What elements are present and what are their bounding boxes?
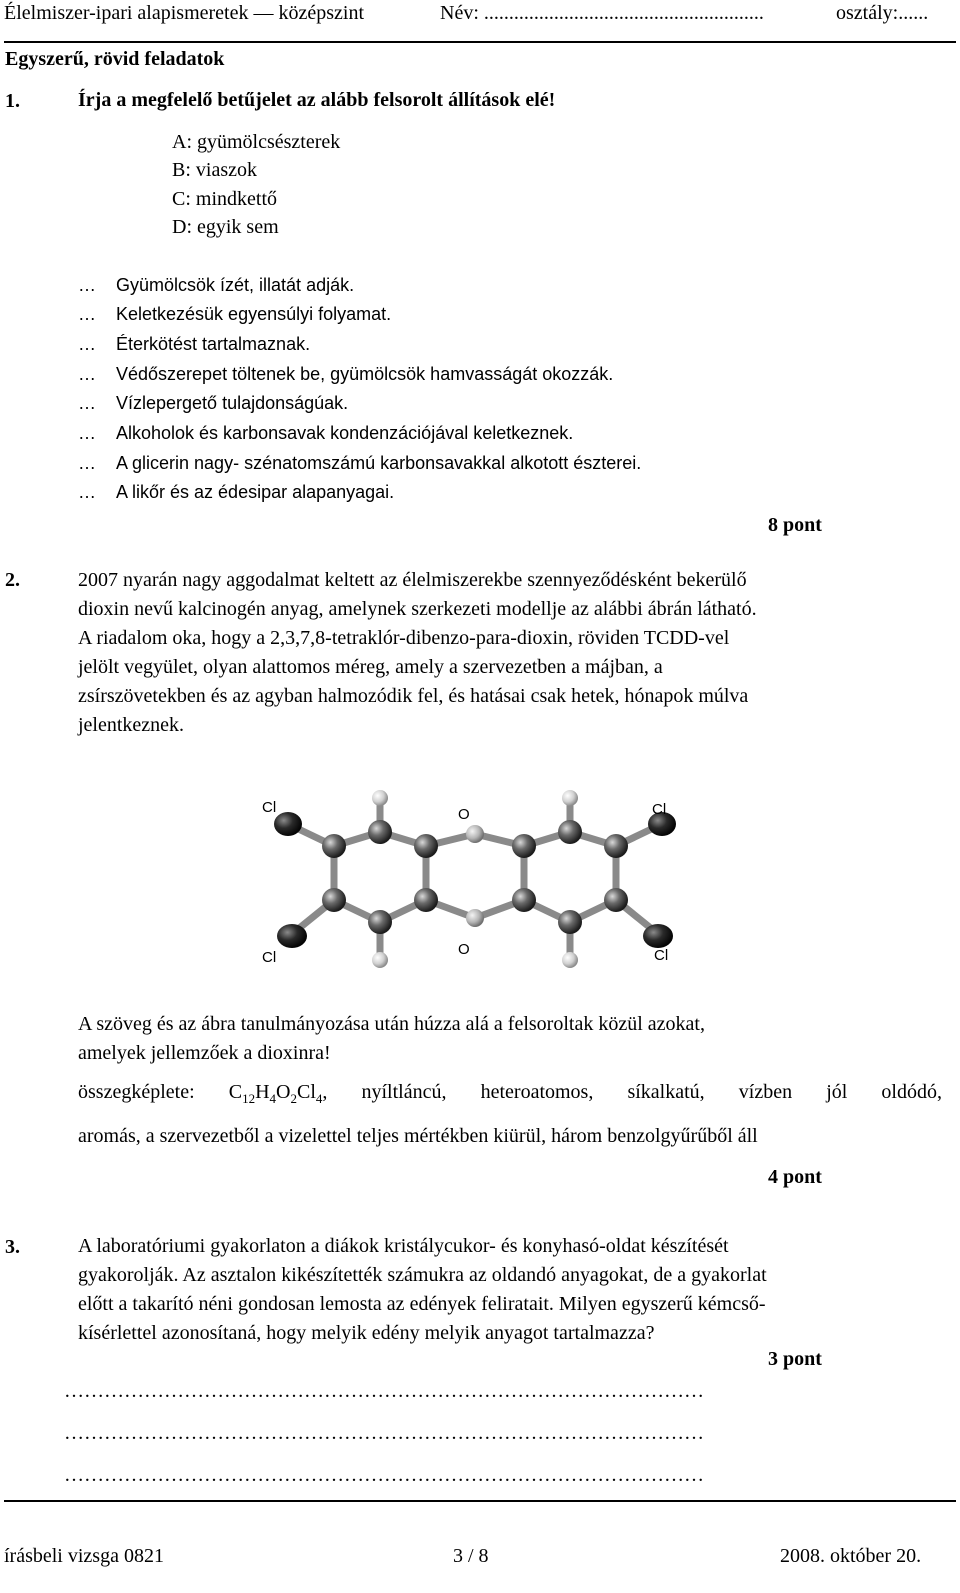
answer-blank[interactable]: … [78, 393, 96, 413]
answer-blank[interactable]: … [78, 364, 96, 384]
chlorine-atom [277, 924, 307, 948]
q1-statement: … A likőr és az édesipar alapanyagai. [78, 482, 395, 502]
q3-answer-line[interactable]: …………………………………………………………………………………… [64, 1380, 704, 1402]
answer-blank[interactable]: … [78, 304, 96, 324]
carbon-atom [604, 888, 628, 912]
q1-statement: … Vízlepergető tulajdonságúak. [78, 393, 349, 413]
hydrogen-atom [562, 952, 578, 968]
q2-line: jelentkeznek. [78, 714, 185, 736]
q1-statement: … Éterkötést tartalmaznak. [78, 334, 311, 354]
q2-line: zsírszövetekben és az agyban halmozódik fel, és hatásai csak hetek, hónapok múlva [78, 685, 749, 707]
answer-blank[interactable]: … [78, 482, 96, 502]
header-rule [4, 41, 956, 43]
header-subject: Élelmiszer-ipari alapismeretek — középszint [4, 2, 365, 24]
q2-line: dioxin nevű kalcinogén anyag, amelynek szerkezeti modellje az alábbi ábrán látható. [78, 598, 757, 620]
q2-instruction [78, 1010, 705, 1068]
q1-option-b: B: viaszok [172, 159, 257, 181]
q2-number: 2. [5, 569, 20, 591]
carbon-atom [512, 888, 536, 912]
atom-label-cl: Cl [262, 949, 277, 966]
q2-text [78, 566, 958, 740]
q3-line: A laboratóriumi gyakorlaton a diákok kristálycukor- és konyhasó-oldat készítését [78, 1235, 729, 1257]
section-title: Egyszerű, rövid feladatok [5, 48, 225, 70]
q3-line: gyakorolják. Az asztalon kikészítették számukra az oldandó anyagokat, de a gyakorlat [78, 1264, 767, 1286]
hydrogen-atom [372, 952, 388, 968]
q3-line: kísérlettel azonosítaná, hogy melyik edény melyik anyagot tartalmazza? [78, 1322, 655, 1344]
q2-options-line-2: aromás, a szervezetből a vizelettel teljes mértékben kiürül, három benzolgyűrűből áll [78, 1125, 758, 1147]
atom-label-o: O [458, 806, 470, 823]
dioxin-molecule-model [250, 782, 700, 982]
carbon-atom [414, 888, 438, 912]
q1-statement: … Gyümölcsök ízét, illatát adják. [78, 275, 355, 295]
footer-page-number: 3 / 8 [453, 1545, 489, 1567]
atom-label-cl: Cl [654, 947, 669, 964]
carbon-atom [558, 910, 582, 934]
q1-statement: … Védőszerepet töltenek be, gyümölcsök hamvasságát okozzák. [78, 364, 614, 384]
answer-blank[interactable]: … [78, 275, 96, 295]
q1-option-d: D: egyik sem [172, 216, 279, 238]
q3-number: 3. [5, 1236, 20, 1258]
chlorine-atom [643, 924, 673, 948]
q3-answer-line[interactable]: …………………………………………………………………………………… [64, 1464, 704, 1486]
q2-instruction-line: amelyek jellemzőek a dioxinra! [78, 1042, 331, 1064]
q2-points: 4 pont [768, 1166, 822, 1188]
q1-option-a: A: gyümölcsészterek [172, 131, 341, 153]
answer-blank[interactable]: … [78, 453, 96, 473]
chlorine-atom [274, 812, 302, 836]
q3-points: 3 pont [768, 1348, 822, 1370]
atom-label-cl: Cl [262, 799, 277, 816]
q2-line: 2007 nyarán nagy aggodalmat keltett az élelmiszerekbe szennyeződésként bekerülő [78, 569, 747, 591]
carbon-atom [322, 834, 346, 858]
q3-answer-line[interactable]: …………………………………………………………………………………… [64, 1422, 704, 1444]
answer-blank[interactable]: … [78, 334, 96, 354]
atom-label-o: O [458, 941, 470, 958]
footer-exam-code: írásbeli vizsga 0821 [4, 1545, 164, 1567]
carbon-atom [322, 888, 346, 912]
q3-text [78, 1232, 942, 1348]
hydrogen-atom [372, 790, 388, 806]
q2-line: jelölt vegyület, olyan alattomos méreg, amely a szervezetben a májban, a [78, 656, 663, 678]
q3-line: előtt a takarító néni gondosan lemosta az edények feliratait. Milyen egyszerű kémcső- [78, 1293, 766, 1315]
q1-option-c: C: mindkettő [172, 188, 277, 210]
carbon-atom [368, 820, 392, 844]
oxygen-atom [466, 825, 484, 843]
q1-prompt: Írja a megfelelő betűjelet az alább felsorolt állítások elé! [78, 89, 556, 111]
q1-number: 1. [5, 90, 20, 112]
header-name-field: Név: ........................................................ [440, 2, 764, 24]
q2-line: A riadalom oka, hogy a 2,3,7,8-tetraklór-dibenzo-para-dioxin, röviden TCDD-vel [78, 627, 730, 649]
oxygen-atom [466, 909, 484, 927]
q1-points: 8 pont [768, 514, 822, 536]
q1-statement: … A glicerin nagy- szénatomszámú karbonsavakkal alkotott észterei. [78, 453, 642, 473]
carbon-atom [368, 910, 392, 934]
q2-options-line-1: összegképlete: $C_{12}H_4O_2Cl_4$, nyíltláncú, heteroatomos, síkalkatú, vízben jól oldódó, [78, 1081, 942, 1106]
q1-statement: … Alkoholok és karbonsavak kondenzációjával keletkeznek. [78, 423, 574, 443]
hydrogen-atom [562, 790, 578, 806]
carbon-atom [558, 820, 582, 844]
footer-date: 2008. október 20. [780, 1545, 922, 1567]
carbon-atom [512, 834, 536, 858]
q1-statement: … Keletkezésük egyensúlyi folyamat. [78, 304, 392, 324]
footer-rule [4, 1500, 956, 1502]
carbon-atom [604, 834, 628, 858]
carbon-atom [414, 834, 438, 858]
bonds [288, 798, 662, 958]
answer-blank[interactable]: … [78, 423, 96, 443]
q2-instruction-line: A szöveg és az ábra tanulmányozása után húzza alá a felsoroltak közül azokat, [78, 1013, 705, 1035]
header-class-field: osztály:...... [836, 2, 929, 24]
atom-label-cl: Cl [652, 801, 667, 818]
